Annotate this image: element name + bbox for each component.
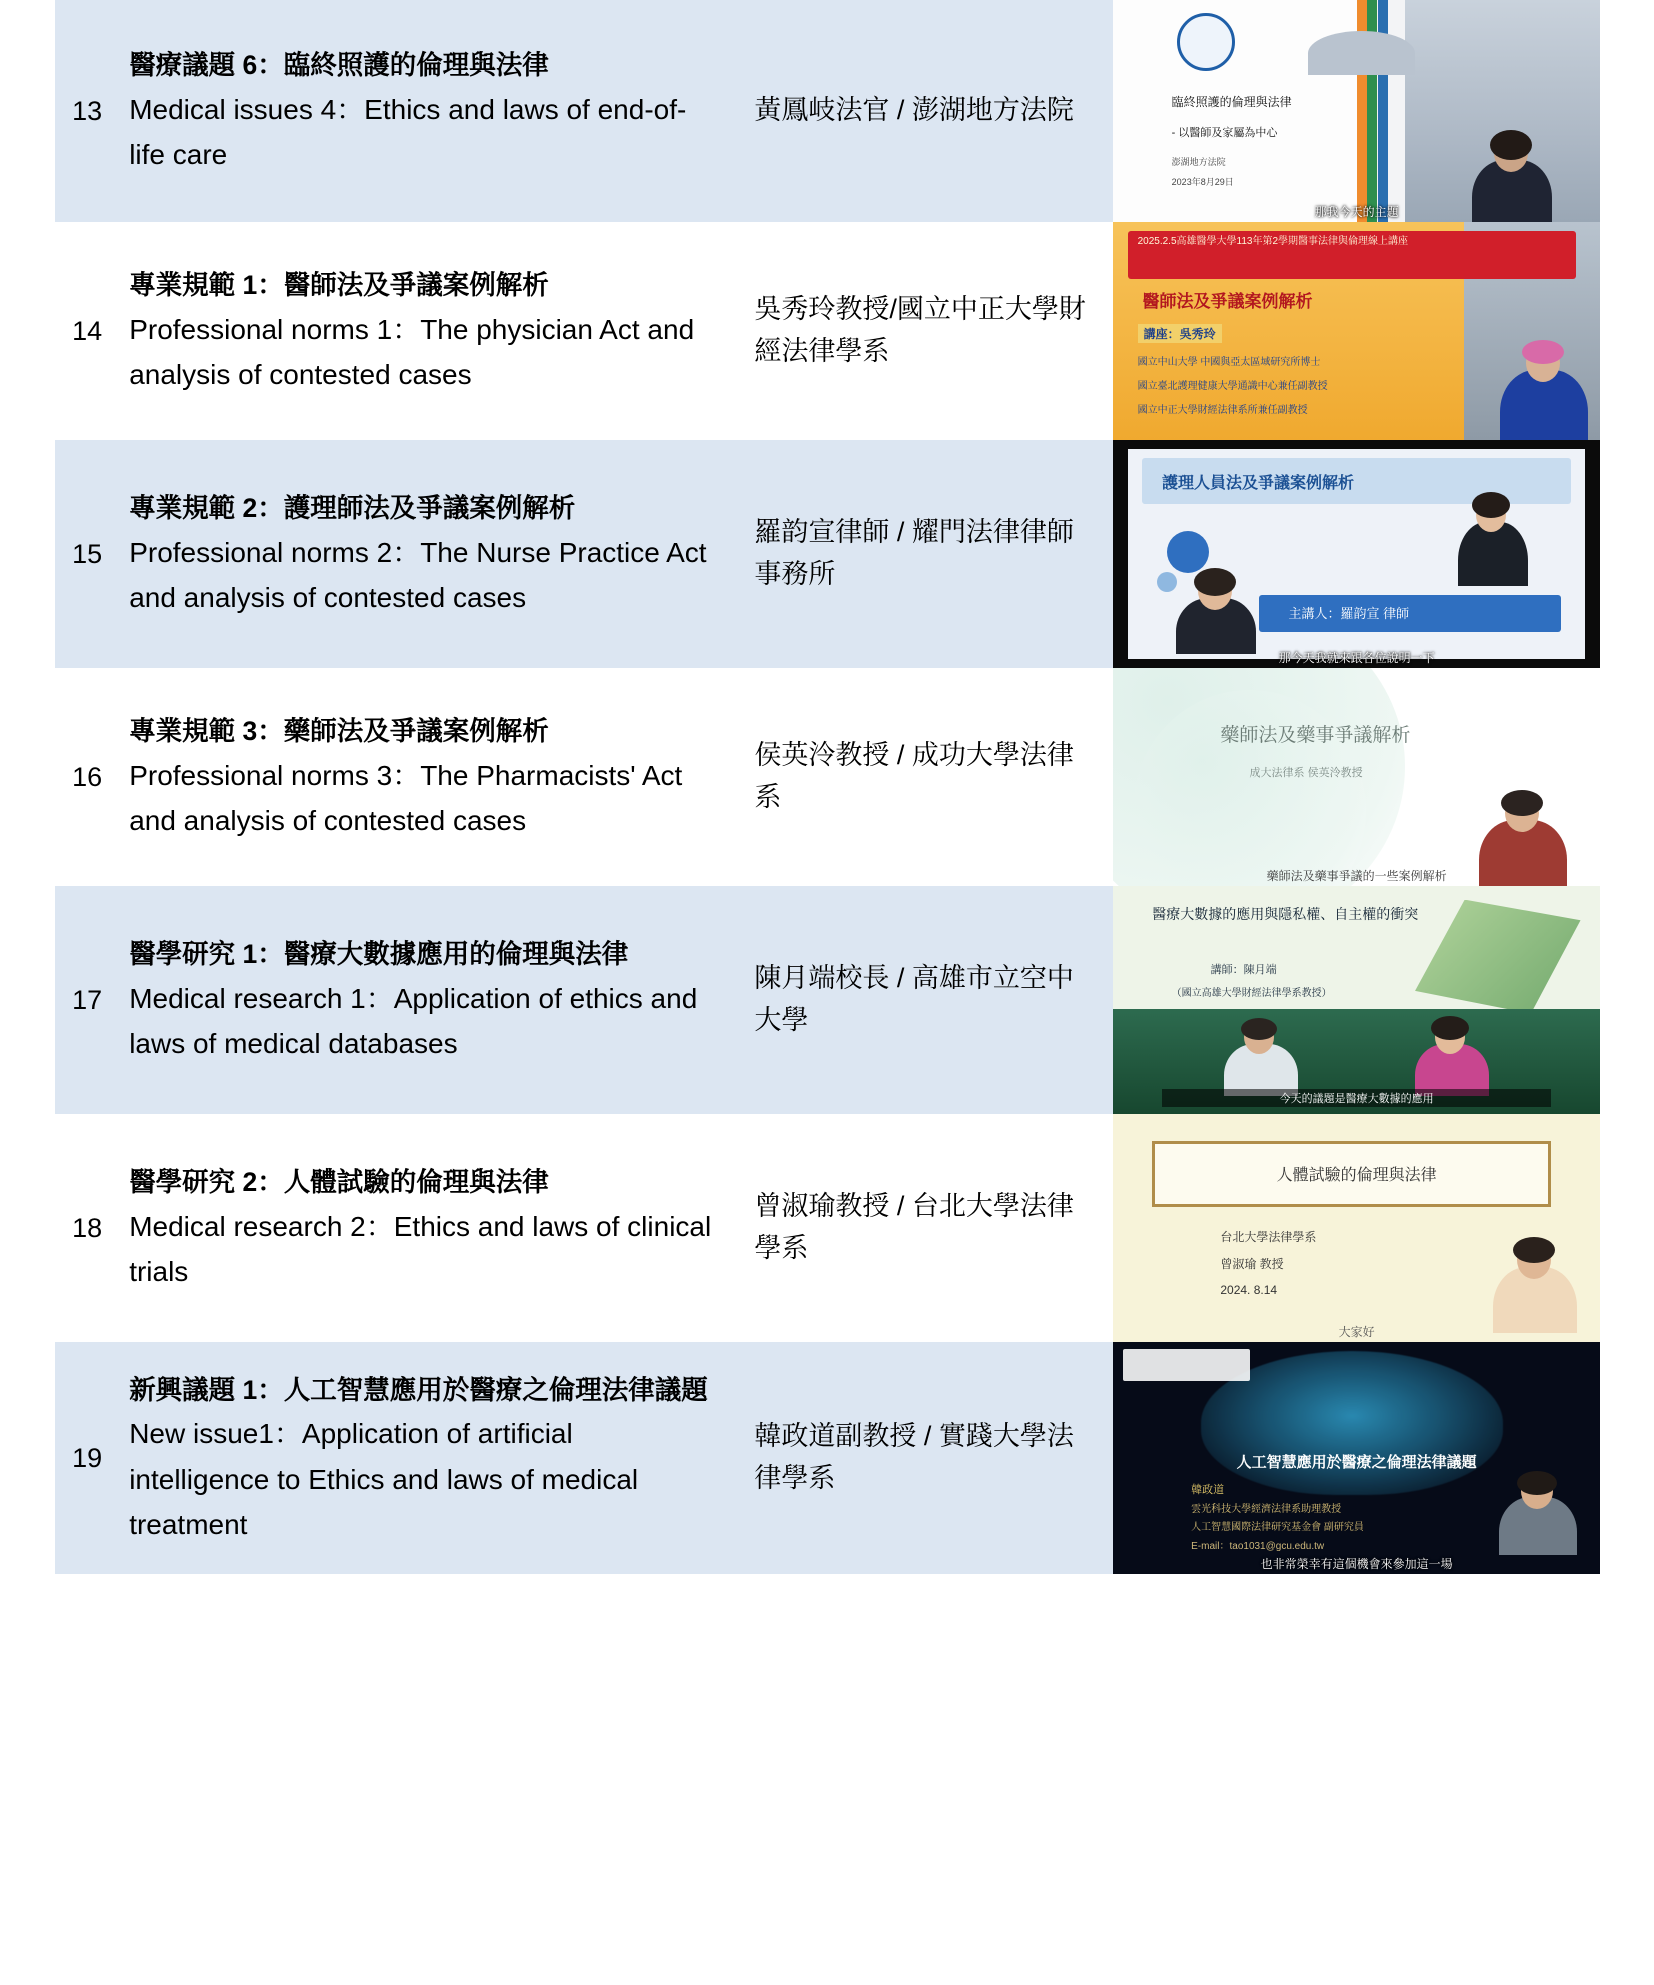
row-lecturer: 吳秀玲教授/國立中正大學財經法律學系 <box>738 222 1113 440</box>
slide-speaker: 講座：吳秀玲 <box>1138 324 1222 343</box>
table-row <box>55 1342 1600 1574</box>
slide-speaker: 講師：陳月端 <box>1210 964 1277 977</box>
slide-caption: 那今天我就來跟各位說明一下 <box>1278 651 1435 665</box>
slide-caption: 大家好 <box>1338 1325 1375 1339</box>
slide-end-of-life-care <box>1113 0 1600 222</box>
slide-subtitle: 成大法律系 侯英泠教授 <box>1249 766 1363 779</box>
row-thumbnail <box>1113 222 1600 440</box>
title-en: Professional norms 1：The physician Act and analysis of contested cases <box>129 314 695 391</box>
row-thumbnail <box>1113 1114 1600 1342</box>
slide-nurse-practice-act <box>1113 440 1600 668</box>
title-zh: 醫學研究 1：醫療大數據應用的倫理與法律 <box>129 939 629 970</box>
title-en: Professional norms 2：The Nurse Practice Act and analysis of contested cases <box>129 537 707 614</box>
table-row <box>55 1114 1600 1342</box>
slide-bio-1: 國立中山大學 中國與亞太區域研究所博士 <box>1137 356 1321 368</box>
presenter-video <box>1498 320 1590 440</box>
title-zh: 新興議題 1：人工智慧應用於醫療之倫理法律議題 <box>129 1374 708 1405</box>
row-title <box>119 440 738 668</box>
slide-header: 2025.2.5高雄醫學大學113年第2學期醫事法律與倫理線上講座 <box>1137 236 1409 248</box>
slide-title: 人工智慧應用於醫療之倫理法律議題 <box>1236 1454 1477 1472</box>
row-title <box>119 1114 738 1342</box>
title-en: Medical research 1：Application of ethics and laws of medical databases <box>129 983 698 1060</box>
slide-title: 藥師法及藥事爭議解析 <box>1220 725 1411 747</box>
title-en: Professional norms 3：The Pharmacists' Act and analysis of contested cases <box>129 760 683 837</box>
slide-speaker: 韓政道 <box>1191 1484 1225 1497</box>
presenter-video <box>1489 1223 1581 1333</box>
slide-date: 2023年8月29日 <box>1171 177 1234 188</box>
slide-title: 人體試驗的倫理與法律 <box>1276 1166 1437 1184</box>
slide-bio-2: 人工智慧國際法律研究基金會 副研究員 <box>1191 1522 1364 1534</box>
slide-title: 醫療大數據的應用與隱私權、自主權的衝突 <box>1152 906 1419 923</box>
slide-physician-act <box>1113 222 1600 440</box>
row-number: 13 <box>55 0 119 222</box>
slide-bio-1: 雲光科技大學經濟法律系助理教授 <box>1191 1503 1342 1515</box>
row-lecturer: 侯英泠教授 / 成功大學法律系 <box>738 668 1113 886</box>
row-number: 18 <box>55 1114 119 1342</box>
row-number: 14 <box>55 222 119 440</box>
row-lecturer: 黃鳳岐法官 / 澎湖地方法院 <box>738 0 1113 222</box>
slide-subtitle: - 以醫師及家屬為中心 <box>1171 127 1278 140</box>
row-thumbnail <box>1113 886 1600 1114</box>
presenter-video-left <box>1172 562 1260 654</box>
row-number: 16 <box>55 668 119 886</box>
slide-ai-in-medicine <box>1113 1342 1600 1574</box>
slide-affiliation: （國立高雄大學財經法律學系教授） <box>1171 988 1332 1000</box>
slide-bio-2: 國立臺北護理健康大學通識中心兼任副教授 <box>1137 380 1328 392</box>
slide-presenter: 澎湖地方法院 <box>1171 157 1226 168</box>
presenter-photo-left <box>1220 1010 1302 1096</box>
row-thumbnail <box>1113 1342 1600 1574</box>
slide-title: 臨終照護的倫理與法律 <box>1171 95 1292 110</box>
presenter-video <box>1495 1459 1581 1555</box>
row-thumbnail <box>1113 440 1600 668</box>
table-row <box>55 886 1600 1114</box>
row-title <box>119 222 738 440</box>
slide-medical-big-data <box>1113 886 1600 1114</box>
row-number: 19 <box>55 1342 119 1574</box>
title-zh: 專業規範 1：醫師法及爭議案例解析 <box>129 270 549 301</box>
row-lecturer: 陳月端校長 / 高雄市立空中大學 <box>738 886 1113 1114</box>
presenter-photo-right <box>1411 1010 1493 1096</box>
slide-title: 醫師法及爭議案例解析 <box>1142 292 1313 312</box>
row-number: 15 <box>55 440 119 668</box>
row-number: 17 <box>55 886 119 1114</box>
table-row <box>55 440 1600 668</box>
slide-bio-3: 國立中正大學財經法律系所兼任副教授 <box>1137 404 1308 416</box>
row-lecturer: 曾淑瑜教授 / 台北大學法律學系 <box>738 1114 1113 1342</box>
row-lecturer: 羅韵宣律師 / 耀門法律律師事務所 <box>738 440 1113 668</box>
title-zh: 醫學研究 2：人體試驗的倫理與法律 <box>129 1167 549 1198</box>
table-row <box>55 668 1600 886</box>
row-title <box>119 1342 738 1574</box>
title-zh: 專業規範 3：藥師法及爭議案例解析 <box>129 716 549 747</box>
presenter-photo-right <box>1454 476 1532 586</box>
slide-email: E-mail：tao1031@gcu.edu.tw <box>1191 1540 1325 1552</box>
table-row <box>55 0 1600 222</box>
slide-speaker: 曾淑瑜 教授 <box>1220 1257 1284 1272</box>
slide-title: 護理人員法及爭議案例解析 <box>1161 474 1354 492</box>
row-thumbnail <box>1113 0 1600 222</box>
slide-caption: 今天的議題是醫療大數據的應用 <box>1162 1089 1551 1107</box>
slide-affiliation: 台北大學法律學系 <box>1220 1230 1317 1244</box>
table-row <box>55 222 1600 440</box>
title-zh: 醫療議題 6：臨終照護的倫理與法律 <box>129 50 549 81</box>
row-thumbnail <box>1113 668 1600 886</box>
title-en: Medical research 2：Ethics and laws of clinical trials <box>129 1211 712 1288</box>
slide-pharmacists-act <box>1113 668 1600 886</box>
slide-caption: 那我今天的主題 <box>1314 205 1399 219</box>
slide-speaker: 主講人：羅韵宣 律師 <box>1288 606 1410 622</box>
title-en: Medical issues 4：Ethics and laws of end-of-life care <box>129 94 687 171</box>
slide-caption: 也非常榮幸有這個機會來參加這一場 <box>1260 1557 1453 1571</box>
row-title <box>119 668 738 886</box>
slide-date: 2024. 8.14 <box>1220 1282 1278 1297</box>
row-title <box>119 886 738 1114</box>
slide-clinical-trials <box>1113 1114 1600 1342</box>
row-title <box>119 0 738 222</box>
title-en: New issue1：Application of artificial intelligence to Ethics and laws of medical treatment <box>129 1418 639 1541</box>
slide-caption: 藥師法及藥事爭議的一些案例解析 <box>1266 869 1447 883</box>
course-schedule-table <box>55 0 1600 1574</box>
row-lecturer: 韓政道副教授 / 實踐大學法律學系 <box>738 1342 1113 1574</box>
title-zh: 專業規範 2：護理師法及爭議案例解析 <box>129 493 576 524</box>
